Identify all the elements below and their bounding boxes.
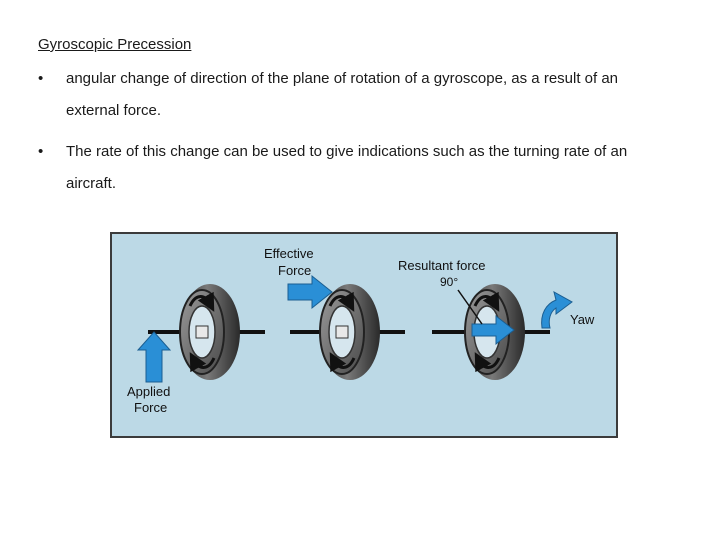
applied-force-label-line2: Force (134, 400, 168, 415)
bullet-marker: • (38, 70, 44, 87)
gyroscope-precession-diagram (110, 232, 618, 438)
resultant-force-label: Resultant force (398, 258, 486, 273)
applied-force-label-line1: Applied (127, 384, 171, 399)
bullet-text: The rate of this change can be used to give indications such as the turning rate of an aircraft. (66, 143, 628, 192)
effective-force-label-line1: Effective (264, 246, 314, 261)
slide-title: Gyroscopic Precession (38, 36, 192, 53)
yaw-label: Yaw (570, 312, 595, 327)
effective-force-label-line2: Force (278, 263, 312, 278)
bullet-text: angular change of direction of the plane of rotation of a gyroscope, as a result of an external force. (66, 70, 619, 119)
bullet-marker: • (38, 143, 44, 160)
angle-label: 90° (440, 275, 459, 289)
